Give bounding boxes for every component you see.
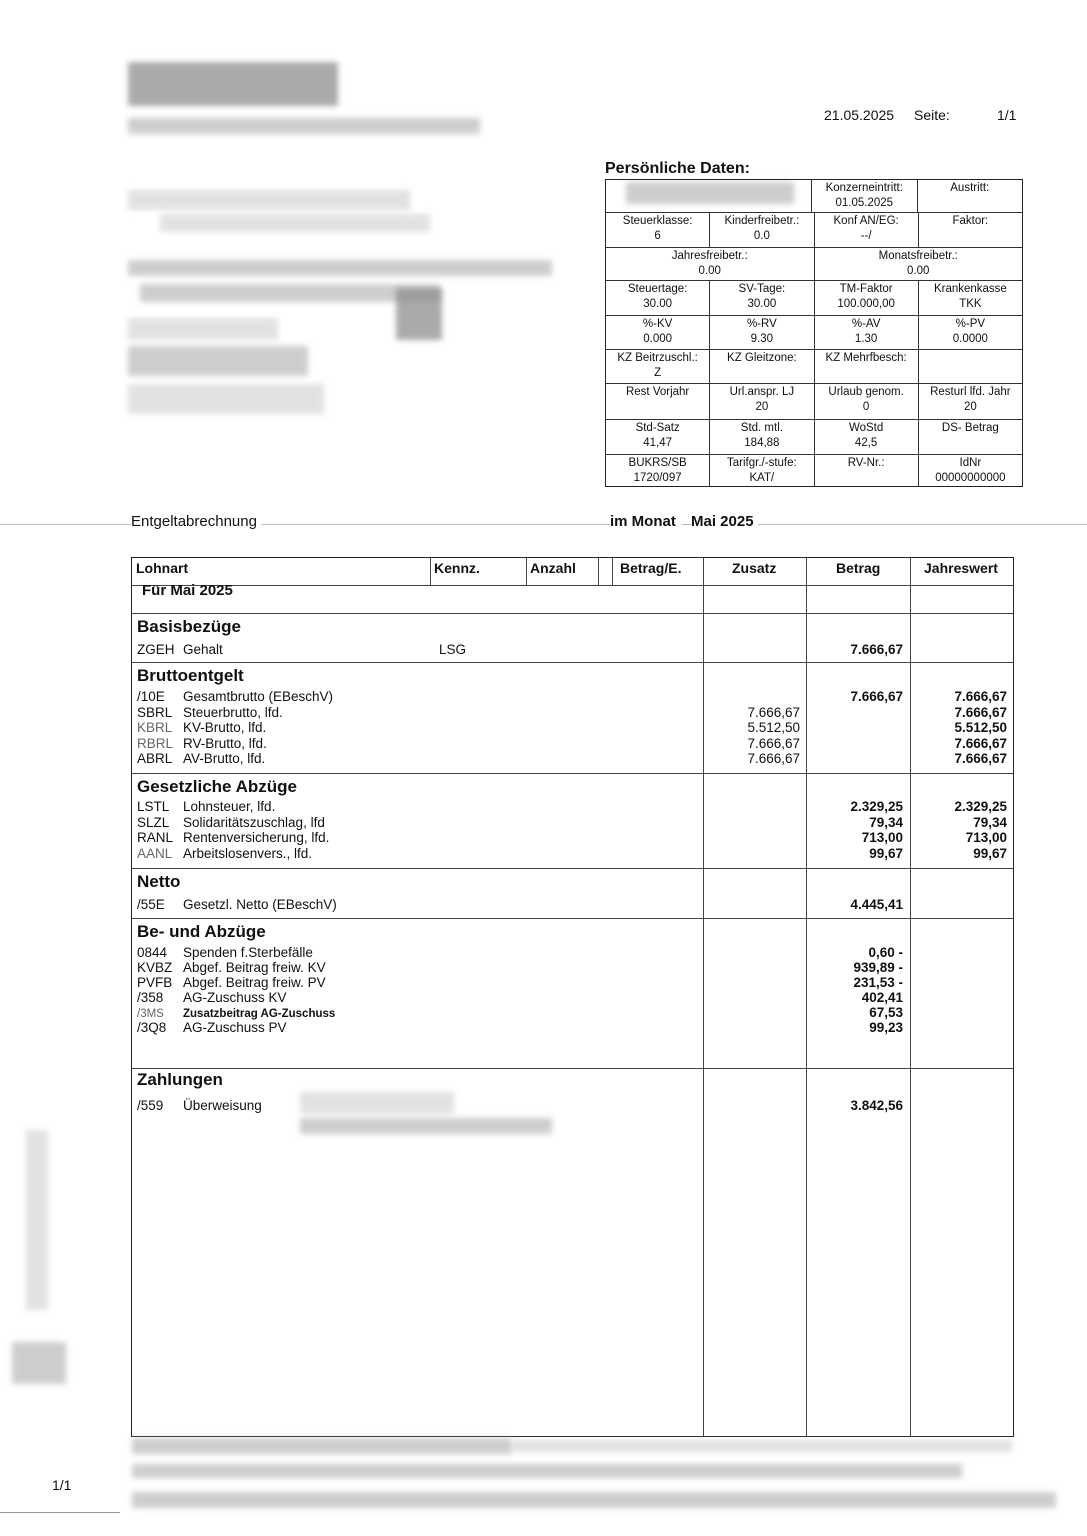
personal-data-label: Tarifgr./-stufe: [727,457,797,469]
personal-data-cell [814,455,918,486]
line-text: AG-Zuschuss PV [183,1020,287,1035]
col-jahreswert: Jahreswert [924,560,998,576]
personal-data-cell [814,248,1023,280]
personal-data-value: 0.0000 [952,333,988,345]
line-code: PVFB [137,975,173,990]
line-betrag: 713,00 [861,830,903,845]
line-text: Abgef. Beitrag freiw. KV [183,960,326,975]
personal-data-title: Persönliche Daten: [605,160,750,177]
personal-data-row [606,247,1022,280]
personal-data-cell [814,420,918,454]
line-text: Gehalt [183,642,223,657]
redacted-footer-line-1b [512,1440,1012,1452]
line-betrag: 939,89 - [853,960,903,975]
personal-data-label: BUKRS/SB [628,457,687,469]
line-betrag: 0,60 - [868,945,903,960]
col-kennz: Kennz. [434,560,480,576]
personal-data-value: 0.00 [907,265,930,277]
redacted-bank-details-1 [300,1092,454,1114]
personal-data-cell [709,384,813,419]
line-text: Spenden f.Sterbefälle [183,945,313,960]
line-code: ZGEH [137,642,175,657]
line-code: /358 [137,990,164,1005]
line-code: KBRL [137,720,173,735]
personal-data-label: %-KV [642,318,673,330]
line-text: AG-Zuschuss KV [183,990,287,1005]
redacted-recipient-line-4 [140,284,440,302]
line-code: RBRL [137,735,174,751]
line-item [137,815,325,831]
redacted-margin-text-1 [26,1130,48,1310]
personal-data-value: 01.05.2025 [835,197,894,209]
personal-data-cell [918,350,1022,383]
section-basisbezuege: Basisbezüge [137,617,241,636]
line-code: /55E [137,897,165,912]
line-betrag: 99,67 [869,845,903,861]
line-betrag: 231,53 - [853,975,903,990]
personal-data-label: KZ Beitrzuschl.: [617,352,698,364]
line-text: RV-Brutto, lfd. [183,735,267,751]
line-item [137,1020,287,1036]
personal-data-label: Resturl lfd. Jahr [930,386,1011,398]
line-code: /10E [137,689,165,704]
line-text: Überweisung [183,1098,262,1113]
line-code: 0844 [137,945,168,960]
redacted-company-logo [128,62,338,106]
personal-data-label: Std. mtl. [740,422,783,434]
slip-title: Entgeltabrechnung [131,513,261,530]
personal-data-cell [918,316,1022,349]
personal-data-value: 20 [755,401,769,413]
personal-data-label: Rest Vorjahr [625,386,690,398]
line-text: Steuerbrutto, lfd. [183,704,283,720]
personal-data-row [606,212,1022,247]
footer-rule [0,1512,120,1513]
section-be-und-abzuege: Be- und Abzüge [137,922,266,941]
personal-data-cell [606,350,709,383]
personal-data-value: 0.000 [643,333,673,345]
line-code: ABRL [137,751,173,766]
line-code: SLZL [137,814,170,830]
personal-data-cell [709,316,813,349]
line-code: RANL [137,830,174,845]
personal-data-value: 30.00 [747,298,777,310]
redacted-bank-details-2 [300,1118,552,1134]
personal-data-cell [606,316,709,349]
line-item [137,736,267,752]
line-jahr: 7.666,67 [954,735,1007,751]
line-betrag: 7.666,67 [850,689,903,704]
personal-data-label: Konzerneintritt: [825,182,903,194]
section-zahlungen: Zahlungen [137,1070,223,1089]
col-zusatz: Zusatz [732,560,777,576]
line-jahr: 2.329,25 [954,799,1007,814]
section-bruttoentgelt: Bruttoentgelt [137,666,244,685]
personal-data-cell [606,455,709,486]
personal-data-cell [811,180,917,212]
redacted-recipient-line-1 [128,190,410,210]
line-text: Arbeitslosenvers., lfd. [183,845,313,861]
line-code: AANL [137,845,173,861]
line-jahr: 99,67 [973,845,1007,861]
personal-data-label: SV-Tage: [738,283,786,295]
document-date: 21.05.2025 [824,107,895,123]
personal-data-cell [709,281,813,315]
personal-data-value: KAT/ [749,472,775,484]
personal-data-cell [814,281,918,315]
personal-data-cell [606,213,709,247]
line-zusatz: 7.666,67 [747,704,800,720]
personal-data-label: Steuerklasse: [622,215,693,227]
personal-data-value: 30.00 [643,298,673,310]
personal-data-label: Monatsfreibetr.: [878,250,958,262]
line-zgeh-kennz: LSG [439,642,467,657]
personal-data-cell [814,213,918,247]
personal-data-cell [918,384,1022,419]
month-value: Mai 2025 [691,513,758,530]
personal-data-label: Austritt: [950,182,990,194]
redacted-footer-line-3 [132,1492,1056,1508]
line-code: /3Q8 [137,1020,167,1035]
personal-data-cell [918,213,1022,247]
line-betrag: 99,23 [869,1020,903,1035]
personal-data-value: 9.30 [750,333,774,345]
line-text: Lohnsteuer, lfd. [183,799,276,814]
line-jahr: 79,34 [973,814,1007,830]
personal-data-label: Konf AN/EG: [833,215,899,227]
redacted-recipient-block [396,288,442,340]
line-item [137,830,329,846]
personal-data-label: KZ Mehrfbesch: [825,352,907,364]
personal-data-value: 41,47 [643,437,673,449]
personal-data-cell [814,384,918,419]
line-text: KV-Brutto, lfd. [183,720,267,735]
personal-data-label: %-AV [851,318,881,330]
col-betrag: Betrag [836,560,881,576]
month-label: im Monat [610,513,682,530]
line-item [137,945,313,961]
line-code: /559 [137,1098,164,1113]
line-jahr: 7.666,67 [954,751,1007,766]
line-code: /3MS [137,1008,164,1020]
line-betrag: 79,34 [869,814,903,830]
personal-data-label: DS- Betrag [941,422,999,434]
personal-data-label: Std-Satz [635,422,680,434]
personal-data-label: Steuertage: [627,283,688,295]
line-text: Gesamtbrutto (EBeschV) [183,689,334,704]
line-item [137,990,287,1006]
line-zgeh [137,642,223,658]
personal-data-cell [918,281,1022,315]
line-text: AV-Brutto, lfd. [183,751,266,766]
line-jahr: 5.512,50 [954,720,1007,735]
redacted-company-address [128,118,480,134]
col-betrag-e: Betrag/E. [620,560,682,576]
payslip-table [131,557,1014,1437]
personal-data-value: 100.000,00 [837,298,895,310]
line-zusatz: 7.666,67 [747,735,800,751]
personal-data-label: WoStd [848,422,884,434]
redacted-margin-text-2 [12,1342,66,1384]
line-jahr: 7.666,67 [954,704,1007,720]
personal-data-value: 42,5 [854,437,878,449]
period-label: Für Mai 2025 [142,582,233,599]
page-label: Seite: [914,107,950,123]
personal-data-row [606,454,1022,486]
line-559-betrag: 3.842,56 [850,1098,903,1113]
line-text: Gesetzl. Netto (EBeschV) [183,897,337,912]
personal-data-label: %-PV [955,318,986,330]
section-netto: Netto [137,872,181,891]
personal-data-value: 1.30 [854,333,878,345]
line-item [137,720,266,736]
personal-data-value: 0 [862,401,870,413]
footer-page-number: 1/1 [52,1477,72,1493]
personal-data-cell [606,420,709,454]
personal-data-row [606,280,1022,315]
redacted-recipient-line-5 [128,318,278,340]
personal-data-label: KZ Gleitzone: [727,352,797,364]
personal-data-row [606,419,1022,454]
personal-data-cell [606,248,814,280]
personal-data-label: Kinderfreibetr.: [724,215,800,227]
personal-data-value: 1720/097 [633,472,682,484]
personal-data-cell [606,180,811,212]
personal-data-value: TKK [959,298,982,310]
personal-data-value: Z [654,367,662,379]
line-item [137,975,326,991]
personal-data-cell [918,420,1022,454]
personal-data-row [606,180,1022,212]
personal-data-cell [606,281,709,315]
personal-data-value: 20 [963,401,977,413]
line-55e-betrag: 4.445,41 [850,897,903,912]
personal-data-grid [605,179,1023,487]
personal-data-cell [709,213,813,247]
line-item [137,689,333,705]
section-gesetzliche-abzuege: Gesetzliche Abzüge [137,777,297,796]
line-item [137,751,265,767]
redacted-footer-line-2 [132,1464,962,1478]
line-code: LSTL [137,799,170,814]
personal-data-cell [606,384,709,419]
personal-data-value: 184,88 [744,437,780,449]
personal-data-label: Urlaub genom. [828,386,904,398]
line-item [137,960,326,976]
personal-data-label: RV-Nr.: [847,457,885,469]
line-item [137,846,312,862]
personal-data-label: Krankenkasse [933,283,1007,295]
line-betrag: 402,41 [861,990,903,1005]
line-text: Zusatzbeitrag AG-Zuschuss [183,1008,336,1020]
personal-data-label: TM-Faktor [839,283,893,295]
personal-data-value: 6 [654,230,661,242]
col-anzahl: Anzahl [530,560,576,576]
personal-data-cell [918,455,1022,486]
line-code: KVBZ [137,960,173,975]
line-jahr: 713,00 [965,830,1007,845]
line-text: Rentenversicherung, lfd. [183,830,330,845]
col-lohnart: Lohnart [136,560,189,576]
line-code: SBRL [137,704,173,720]
line-text: Abgef. Beitrag freiw. PV [183,975,326,990]
line-zusatz: 7.666,67 [747,751,800,766]
line-text: Solidaritätszuschlag, lfd [183,814,325,830]
line-item [137,705,283,721]
personal-data-cell [709,420,813,454]
line-betrag: 67,53 [869,1005,903,1020]
line-zgeh-betrag: 7.666,67 [850,642,903,657]
redacted-recipient-line-6 [128,346,308,376]
redacted-footer-line-1 [132,1438,512,1454]
personal-data-label: Url.anspr. LJ [729,386,795,398]
redacted-recipient-line-2 [160,214,430,232]
redacted-recipient-line-7 [128,384,324,414]
personal-data-label: Faktor: [952,215,989,227]
personal-data-cell [709,350,813,383]
personal-data-label: IdNr [959,457,982,469]
personal-data-cell [917,180,1023,212]
redacted-recipient-line-3 [128,260,552,276]
line-jahr: 7.666,67 [954,689,1007,704]
personal-data-label: %-RV [746,318,777,330]
personal-data-row [606,315,1022,349]
personal-data-value: 0.00 [698,265,721,277]
personal-data-cell [709,455,813,486]
line-55e [137,897,337,913]
line-559 [137,1098,262,1114]
personal-data-label: Jahresfreibetr.: [671,250,748,262]
personal-data-cell [814,316,918,349]
personal-data-cell [814,350,918,383]
line-item [137,799,275,815]
personal-data-row [606,349,1022,383]
personal-data-value: --/ [860,230,872,242]
personal-data-value: 00000000000 [935,472,1006,484]
personal-data-value: 0.0 [753,230,770,242]
page-number: 1/1 [997,107,1017,123]
personal-data-row [606,383,1022,419]
line-zusatz: 5.512,50 [747,720,800,735]
line-betrag: 2.329,25 [850,799,903,814]
